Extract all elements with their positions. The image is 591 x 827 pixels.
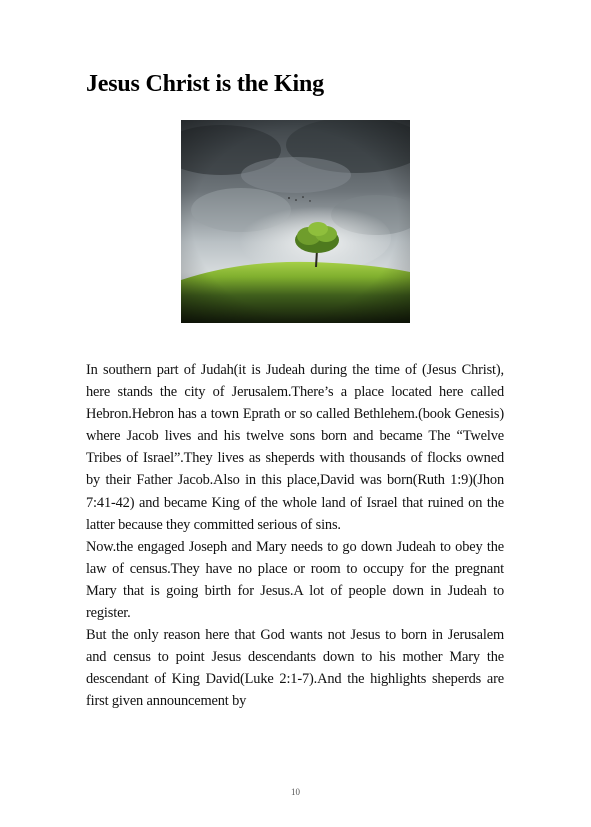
page-title: Jesus Christ is the King bbox=[86, 71, 324, 97]
paragraph: Now.the engaged Joseph and Mary needs to go down Judeah to obey the law of census.They have no place or room to occupy for the pregnant Mary that is going birth for Jesus.A lot of people down in Judeah to register. bbox=[86, 538, 504, 622]
page-number: 10 bbox=[291, 787, 300, 797]
paragraph: In southern part of Judah(it is Judeah during the time of (Jesus Christ), here stands the city of Jerusalem.There’s a place located here called Hebron.Hebron has a town Eprath or so called Bethlehem.(book Genesis) where Jacob lives and his twelve sons born and became The “Twelve Tribes of Israel”.They lives as sheperds with thousands of flocks owned by their Father Jacob.Also in this place,David was born(Ruth 1:9)(Jhon 7:41-42) and became King of the whole land of Israel that ruined on the latter because they committed serious of sins. bbox=[86, 362, 504, 533]
tree-hill-illustration bbox=[181, 120, 410, 323]
body-text bbox=[86, 359, 504, 713]
tree-hill-image bbox=[181, 120, 410, 323]
paragraph: But the only reason here that God wants not Jesus to born in Jerusalem and census to point Jesus descendants down to his mother Mary the descendant of King David(Luke 2:1-7).And the highlights sheperds are first given announcement by bbox=[86, 627, 504, 710]
